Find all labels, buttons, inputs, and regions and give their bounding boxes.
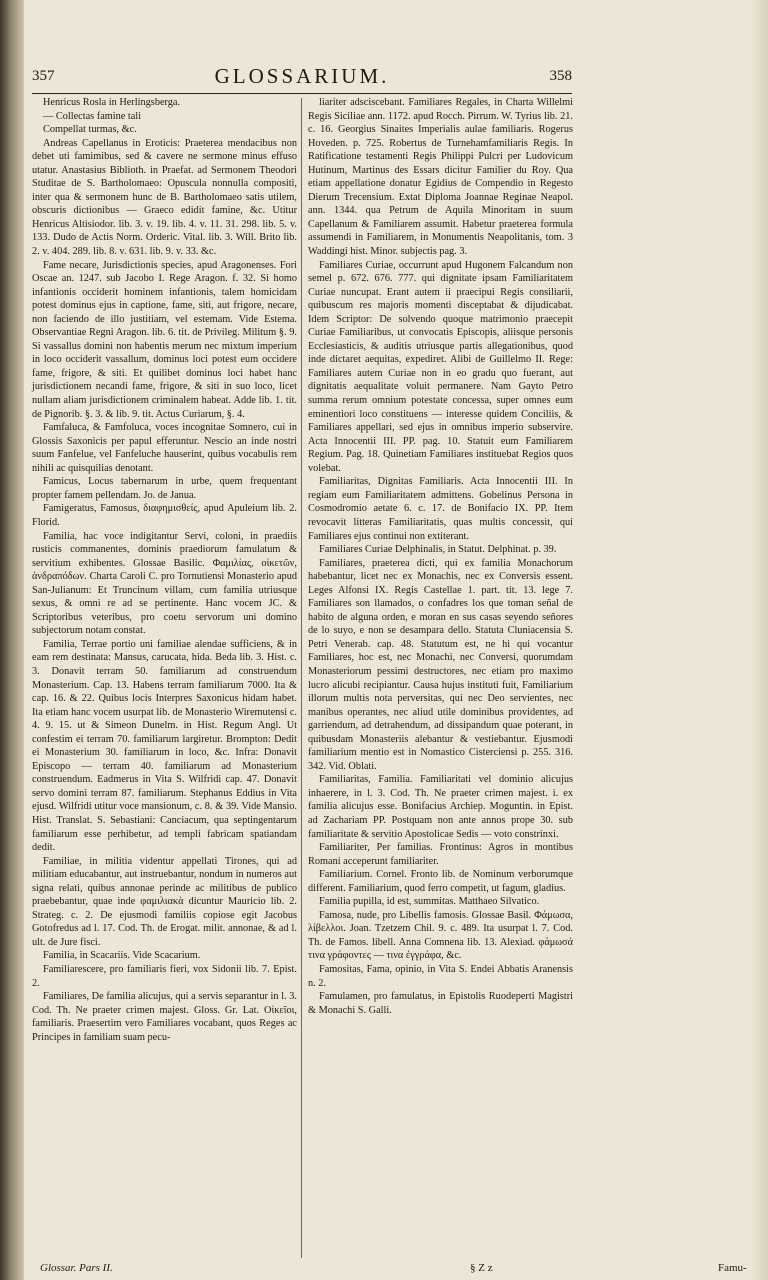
- footer-signature: § Z z: [470, 1262, 493, 1274]
- entry-paragraph: — Collectas famine tali: [43, 110, 142, 122]
- entry-paragraph: Famicus, Locus tabernarum in urbe, quem frequentant propter famem pellendam. Jo. de Janua.: [32, 476, 297, 501]
- page-title: GLOSSARIUM.: [214, 64, 390, 88]
- entry-paragraph: Familia pupilla, id est, summitas. Matthaeo Silvatico.: [319, 896, 540, 908]
- entry-paragraph: Fame necare, Jurisdictionis species, apud Aragonenses. Fori Oscae an. 1247. sub Jacobo I. Rege Aragon. f. 32. Si homo infantionis occiderit hominem infantionis, talem homicidam potest dominus ejus in captione, fame, siti, aut frigore, necare, non faciendo de illo justitiam, vel estemam. Vide Estema. Observantiae Regni Aragon. lib. 6. tit. de Privileg. Militum §. 9. Si vassallus domini non habentis merum nec mixtum imperium in loco occiderit vassallum, dominus loci potest eum occidere fame, frigore, & siti. Et quilibet dominus loci habet hanc jurisdictionem necandi fame, frigore, & siti in suo loco, licet nullam aliam jurisdictionem criminalem habeat. Adde lib. 1. tit. de Pignorib. §. 3. & lib. 9. tit. Actus Curiarum, §. 4.: [32, 259, 297, 420]
- entry-paragraph: Familiares, praeterea dicti, qui ex familia Monachorum habebantur, licet nec ex Monachis, nec ex Conversis essent. Leges Alfonsi IX. Regis Castellae 1. part. tit. 13. lege 7. Familiares son llamados, o confadres los que toman señal de habito de alguna orden, e moran en sus casas seyendo señores de lo suyo, e non se desampara dello. Statuta Cluniacensia S. Petri Venerab. cap. 48. Statutum est, ne hi qui vocantur Familiares, hoc est, nec Monachi, nec Conversi, quorumdam Monasteriorum pessimi destructores, nec etiam pro maximo lucro alicubi recipiantur. Causa hujus instituti fuit, Familiarium illorum multis nota perversitas, qui nec Deo servientes, nec manibus operantes, nec aliud utile dominibus providentes, ad garriendum, ad detrahendum, ad dissipandum quae poterant, in quibusdam Monasteriis alebantur & vestiebantur. Ejusmodi familiarium mentio est in Nomastico Cisterciensi p. 255. 316. 342. Vid. Oblati.: [308, 557, 573, 772]
- entry-paragraph: Familiae, in militia videntur appellati Tirones, qui ad militiam educabantur, aut instruebantur, nondum in numeros aut signa relati, quibus annonae perinde ac militibus de publico praebebantur, quae inde φαμιλιακὰ dicuntur Mauricio lib. 2. Strateg. c. 2. De ejusmodi familiis copiose egit Jacobus Gotofredus ad l. 17. Cod. Th. de Erogat. milit. annonae, & ad l. ult. de Jure fisci.: [32, 855, 297, 948]
- left-column: [32, 96, 297, 1044]
- entry-paragraph: liariter adsciscebant. Familiares Regales, in Charta Willelmi Regis Siciliae ann. 1172. apud Rocch. Pirrum. W. Tyrius lib. 21. c. 16. Georgius Sinaites Imperialis aulae familiaris. Rogerus Hoveden. p. 725. Robertus de Turnehamfamiliaris Regis. In Ratificatione testamenti Regis Philippi Pulcri per Ludovicum Hutinum, Martinus des Essars dicitur Familier du Roy. Qua etiam appellatione donatur Egidius de Compendio in Regesto Dierum Trecensium. Extat Diploma Joannae Reginae Neapol. ann. 1344. qua Petrum de Aquila Minoritam in suum Capellanum & Familiarem assumit. Habetur praeterea formula assumendi in Familiarem, in Monumentis Neapolitanis, tom. 3 Waddingi hist. Minor. subjectis pag. 3.: [308, 97, 573, 258]
- entry-paragraph: Famigeratus, Famosus, διαφημισθείς, apud Apuleium lib. 2. Florid.: [32, 503, 297, 528]
- entry-paragraph: Familiares Curiae Delphinalis, in Statut. Delphinat. p. 39.: [319, 544, 557, 556]
- book-spine-shadow: [0, 0, 24, 1280]
- right-column: [308, 96, 573, 1017]
- entry-paragraph: Familiariter, Per familias. Frontinus: Agros in montibus Romani acceperunt familiariter.: [308, 842, 573, 867]
- header-rule: [32, 93, 572, 94]
- entry-paragraph: Familia, Terrae portio uni familiae alendae sufficiens, & in eam rem destinata: Mansus, carucata, hida. Beda lib. 3. Hist. c. 3. Donavit terram 50. familiarum ad construendum Monasterium. Cap. 13. Habens terram familiarum 7000. Ita & cap. 16. & 22. Quibus locis Interpres Saxonicus hidam habet. Ita etiam hanc vocem usurpat lib. de Monasterio Wiremutensi c. 4. 9. 15. ut & Simeon Dunelm. in Hist. Regum Angl. Ut confestim ei terram 70. familiarum largiretur. Brompton: Dedit ei Monasterium 30. familiarum in loco, &c. Infra: Donavit Episcopo — terram 40. familiarum ad Monasterium construendum. Eadmerus in Vita S. Wilfridi cap. 47. Donavit servo domini terram 87. familiarum. Stephanus Eddius in Vita ejusd. Wilfridi utitur voce mansionum, c. 8. & 39. Vide Mansio. Hist. Translat. S. Sebastiani: Canciacum, qua septingentarum familiarum esse perhibetur, ad templi fabricam spatiandam dedit.: [32, 638, 297, 854]
- entry-paragraph: Henricus Rosla in Herlingsberga.: [43, 97, 181, 108]
- entry-paragraph: Familia, in Scacariis. Vide Scacarium.: [43, 950, 201, 962]
- entry-paragraph: Famosa, nude, pro Libellis famosis. Glossae Basil. Φάμωσα, λίβελλοι. Joan. Tzetzem Chil. 9. c. 489. Ita usurpat l. 7. Cod. Th. de Famos. libell. Anna Comnena lib. 13. Alexiad. φάμωσά τινα γράφοντες — τινα ἐγγράφα, &c.: [308, 909, 573, 962]
- entry-paragraph: Familiaritas, Familia. Familiaritati vel dominio alicujus inhaerere, in l. 3. Cod. Th. Ne praeter crimen majest. i. ex familia alicujus esse. Bonifacius Archiep. Moguntin. in Epist. ad Zachariam PP. Postquam non ante annos prope 30. sub familiaritate & servitio Apostolicae Sedis — voto constrinxi.: [308, 774, 573, 840]
- entry-paragraph: Familia, hac voce indigitantur Servi, coloni, in praediis rusticis commanentes, dominis praediorum famulatum & servitium exhibentes. Glossae Basilic. Φαμιλίας, οἰκετῶν, ἀνδραπόδων. Charta Caroli C. pro Tornutiensi Monasterio apud San-Julianum: Et Truncinum villam, cum familia utriusque sexus, & omni re ad se pertinente. Hanc vocem JC. & Scriptoribus veteribus, pro coetu servorum uni domino subjectorum notam constat.: [32, 530, 297, 637]
- footer-book-title: Glossar. Pars II.: [40, 1262, 113, 1274]
- page-number-left: 357: [32, 68, 55, 84]
- entry-paragraph: Famositas, Fama, opinio, in Vita S. Endei Abbatis Aranensis n. 2.: [308, 964, 573, 989]
- footer-catchword: Famu-: [718, 1262, 747, 1274]
- entry-paragraph: Familiares, De familia alicujus, qui a servis separantur in l. 3. Cod. Th. Ne praeter crimen majest. Gloss. Gr. Lat. Οἰκεῖοι, familiaris. Praesertim vero Familiares vocabant, quos Reges ac Principes in familiam suam pecu-: [32, 991, 297, 1043]
- entry-paragraph: Familiaritas, Dignitas Familiaris. Acta Innocentii III. In regiam eum Familiaritatem admittens. Gobelinus Persona in Cosmodromio aetate 6. c. 17. de Bonifacio IX. PP. Item revocavit litteras Familiaritatis, quas multis concessit, qui Familiares ejus continui non extiterant.: [308, 476, 573, 542]
- entry-paragraph: Familiarescere, pro familiaris fieri, vox Sidonii lib. 7. Epist. 2.: [32, 964, 297, 989]
- column-divider: [301, 98, 302, 1258]
- page-edge: [752, 0, 768, 1280]
- entry-paragraph: Compellat turmas, &c.: [43, 124, 137, 136]
- entry-paragraph: Famulamen, pro famulatus, in Epistolis Ruodeperti Magistri & Monachi S. Galli.: [308, 991, 573, 1016]
- running-header: [32, 64, 572, 90]
- entry-paragraph: Familiares Curiae, occurrunt apud Hugonem Falcandum non semel p. 672. 676. 777. qui dignitate ipsam Familiaritatem Curiae nuncupat. Erant autem ii praecipui Regis consiliarii, quibuscum res majoris momenti disceptabat & dijudicabat. Idem Scriptor: De solvendo quoque matrimonio praecepit Curiae Familiaribus, ut convocatis Episcopis, aliisque personis Ecclesiasticis, & auditis utriusque partis allegationibus, quod inde dictaret aequitas, expediret. Alibi de Guillelmo II. Rege: Familiares autem Curiae non in eo gradu quo fuerant, aut dignitatis aequalitate voluit permanere. Nam Gayto Petro summa rerum omnium potestate concessa, super omnes eum eminentiori loco constituens — interesse quidem Conciliis, & Familiares appellari, sed ejus in omnibus imperio subservire. Acta Innocentii III. PP. pag. 10. Statuit eum Familiarem Regium. Pag. 18. Quinetiam Familiares instituebat Regios quos volebat.: [308, 259, 573, 474]
- entry-paragraph: Andreas Capellanus in Eroticis: Praeterea mendacibus non debet uti famimibus, sed & cavere ne sermone minus effuso utatur. Anastasius Biblioth. in Praefat. ad Sermonem Theodori Studitae de S. Bartholomaeo: Opuscula nonnulla compositi, inter qua & sermonem hunc de B. Bartholomaeo satis utilem, obscuris dictionibus — Graeco edidit famine, &c. Utitur Henricus Altisiodor. lib. 3. v. 19. lib. 4. v. 11. 31. 298. lib. 5. v. 133. Dudo de Actis Norm. Orderic. Vital. lib. 3. Will. Brito lib. 2. v. 404. 289. lib. 8. v. 631. lib. 9. v. 33. &c.: [32, 137, 297, 258]
- entry-paragraph: Famfaluca, & Famfoluca, voces incognitae Somnero, cui in Glossis Saxonicis per papul efferuntur. Nescio an inde nostri suum Fanfelue, vel Fanfeluche hauserint, quibus vocabulis rem nihili ac quisquilias denotant.: [32, 422, 297, 474]
- entry-paragraph: Familiarium. Cornel. Fronto lib. de Nominum verborumque different. Familiarium, quod ferro competit, ut fagum, gladius.: [308, 869, 573, 894]
- page-number-right: 358: [549, 68, 572, 84]
